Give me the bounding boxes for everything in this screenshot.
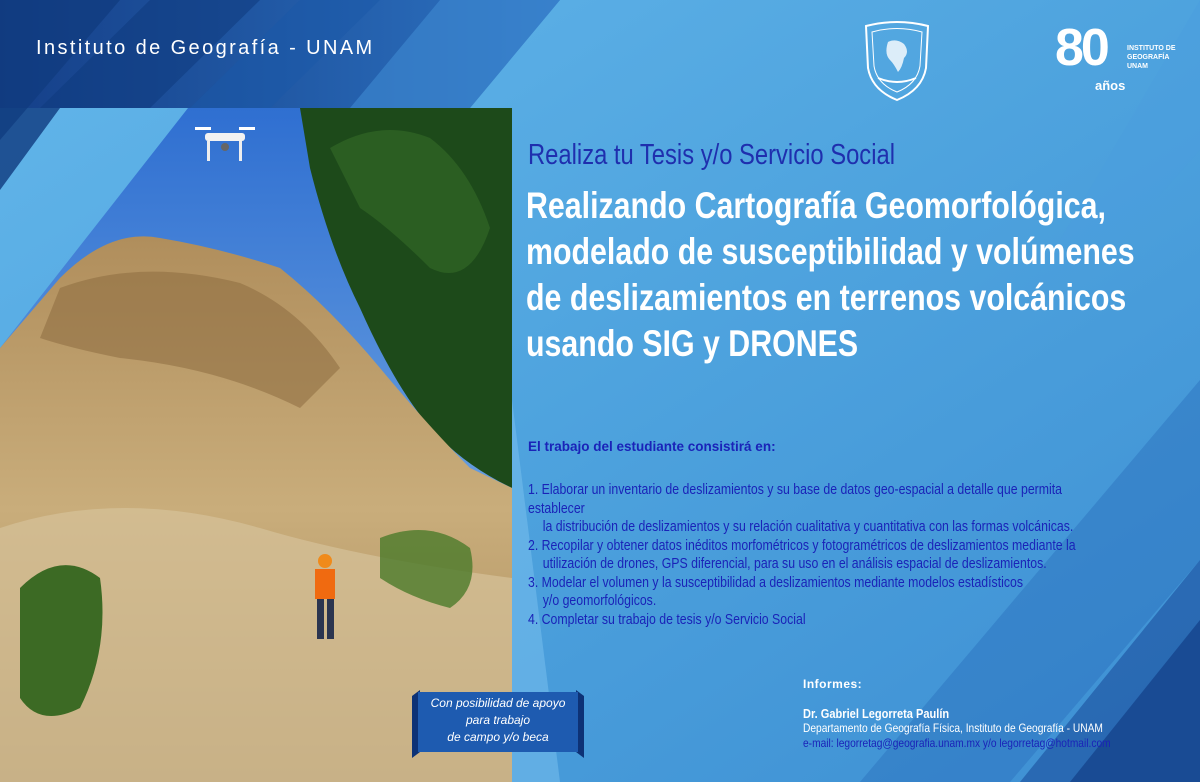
anniversary-years: años (1095, 78, 1126, 93)
email-link-2[interactable]: legorretag@hotmail.com (999, 736, 1111, 750)
title-line: usando SIG y DRONES (526, 323, 859, 364)
email-prefix: e-mail: (803, 736, 834, 750)
support-badge (412, 690, 584, 758)
title-line: Realizando Cartografía Geomorfológica, (526, 185, 1106, 226)
tasks-intro: El trabajo del estudiante consistirá en: (528, 439, 776, 454)
badge-line: para trabajo (465, 713, 531, 727)
task-item: 3. Modelar el volumen y la susceptibilidad a deslizamientos mediante modelos estadísticos y/o geomorfológicos. (528, 573, 1023, 609)
institute-label: Instituto de Geografía - UNAM (36, 37, 375, 59)
contact-department: Departamento de Geografía Física, Instituto de Geografía - UNAM (803, 721, 1103, 735)
contact-name: Dr. Gabriel Legorreta Paulín (803, 706, 950, 721)
unam-seal-icon (860, 20, 934, 102)
email-separator: y/o (982, 736, 997, 750)
headline-kicker: Realiza tu Tesis y/o Servicio Social (528, 139, 895, 171)
contact-heading: Informes: (803, 677, 863, 691)
task-item: 4. Completar su trabajo de tesis y/o Servicio Social (528, 610, 806, 628)
badge-line: de campo y/o beca (447, 730, 549, 744)
anniversary-logo (1055, 19, 1185, 98)
headline-title (526, 183, 1182, 367)
task-item: 1. Elaborar un inventario de deslizamientos y su base de datos geo-espacial a detalle que permita establecer la distribución de deslizamientos y su relación cualitativa y cuantitativa con las formas volcánicas. (528, 481, 1074, 535)
task-item: 2. Recopilar y obtener datos inéditos morfométricos y fotogramétricos de deslizamientos mediante la utilización de drones, GPS diferencial, para su uso en el análisis espacial de deslizamientos. (528, 536, 1076, 572)
tasks-list (528, 481, 1102, 629)
email-link-1[interactable]: legorretag@geografia.unam.mx (836, 736, 981, 750)
contact-email-line (803, 736, 1111, 751)
field-photo (0, 108, 512, 782)
title-line: modelado de susceptibilidad y volúmenes (526, 231, 1135, 272)
anniversary-number: 80 (1055, 19, 1107, 77)
contact-block (803, 706, 1111, 751)
badge-line: Con posibilidad de apoyo (430, 696, 566, 710)
title-line: de deslizamientos en terrenos volcánicos (526, 277, 1127, 318)
anniversary-institute: INSTITUTO DE GEOGRAFÍA UNAM (1127, 45, 1176, 70)
